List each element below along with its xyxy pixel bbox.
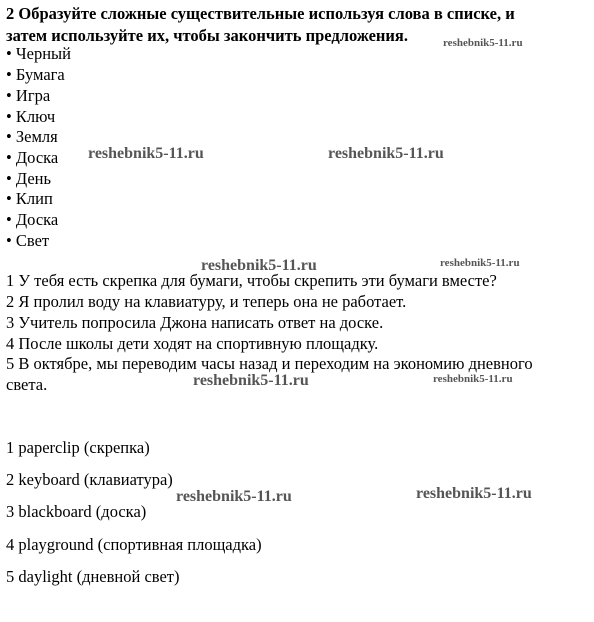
sentence: света. xyxy=(6,375,48,394)
word-list-item: • День xyxy=(6,169,52,188)
word-list-item: • Черный xyxy=(6,44,71,63)
watermark: reshebnik5-11.ru xyxy=(193,372,309,389)
task-header-line-1: 2 Образуйте сложные существительные используя слова в списке, и xyxy=(6,4,515,23)
watermark: reshebnik5-11.ru xyxy=(328,145,444,162)
word-list-item: • Бумага xyxy=(6,65,65,84)
answer: 5 daylight (дневной свет) xyxy=(6,567,180,586)
sentence: 5 В октябре, мы переводим часы назад и переходим на экономию дневного xyxy=(6,354,533,373)
watermark: reshebnik5-11.ru xyxy=(88,145,204,162)
word-list-item: • Доска xyxy=(6,148,59,167)
watermark: reshebnik5-11.ru xyxy=(440,257,520,269)
watermark: reshebnik5-11.ru xyxy=(443,37,523,49)
answer: 2 keyboard (клавиатура) xyxy=(6,470,173,489)
sentence: 2 Я пролил воду на клавиатуру, и теперь она не работает. xyxy=(6,292,407,311)
word-list-item: • Свет xyxy=(6,231,50,250)
watermark: reshebnik5-11.ru xyxy=(201,257,317,274)
answer: 3 blackboard (доска) xyxy=(6,502,147,521)
answer: 1 paperclip (скрепка) xyxy=(6,438,150,457)
word-list-item: • Клип xyxy=(6,189,53,208)
sentence: 1 У тебя есть скрепка для бумаги, чтобы скрепить эти бумаги вместе? xyxy=(6,271,497,290)
word-list-item: • Доска xyxy=(6,210,59,229)
word-list-item: • Земля xyxy=(6,127,58,146)
sentence: 3 Учитель попросила Джона написать ответ на доске. xyxy=(6,313,384,332)
watermark: reshebnik5-11.ru xyxy=(176,488,292,505)
task-header-line-2: затем используйте их, чтобы закончить предложения. xyxy=(6,26,408,45)
sentence: 4 После школы дети ходят на спортивную площадку. xyxy=(6,334,379,353)
watermark: reshebnik5-11.ru xyxy=(416,485,532,502)
watermark: reshebnik5-11.ru xyxy=(433,373,513,385)
answer: 4 playground (спортивная площадка) xyxy=(6,535,262,554)
word-list-item: • Ключ xyxy=(6,107,56,126)
word-list-item: • Игра xyxy=(6,86,51,105)
